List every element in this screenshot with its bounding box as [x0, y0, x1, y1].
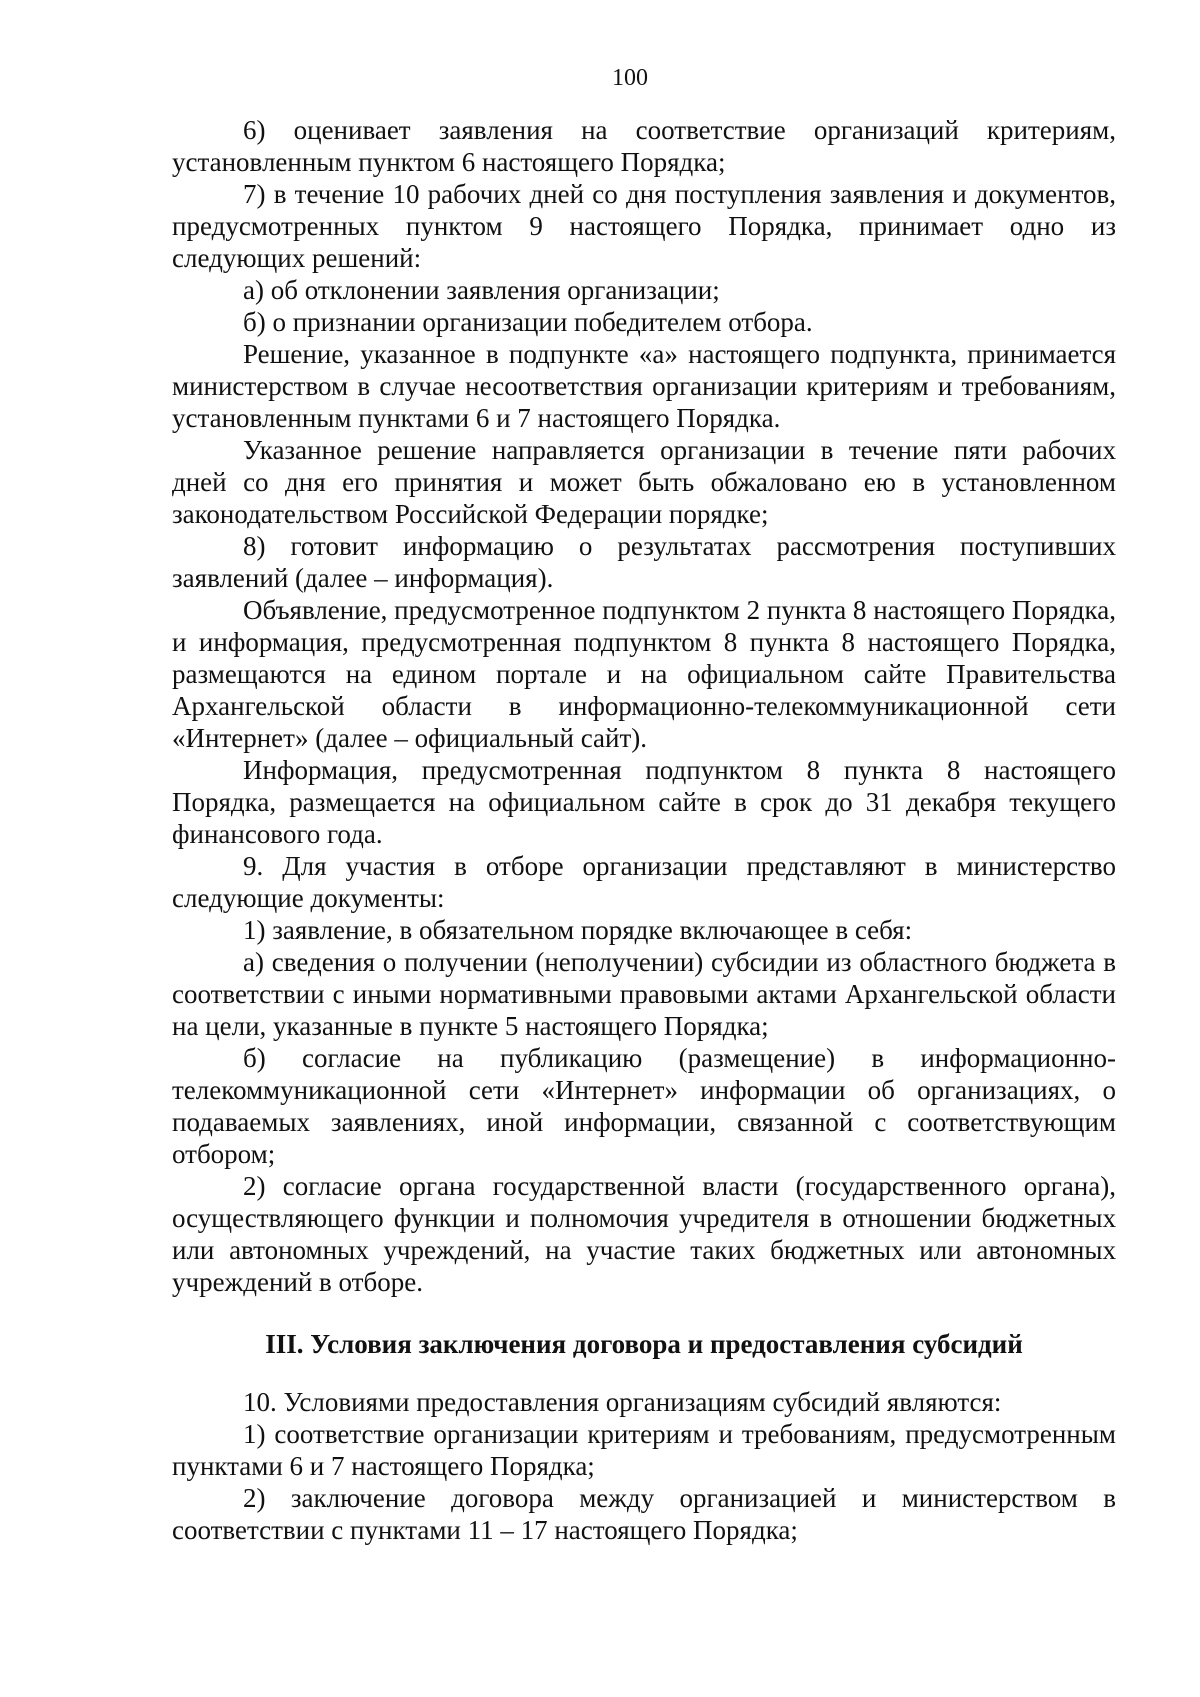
- paragraph: а) об отклонении заявления организации;: [243, 275, 720, 305]
- paragraph: б) о признании организации победителем отбора.: [243, 307, 813, 337]
- paragraph: 1) соответствие организации критериям и требованиям, предусмотренным пунктами 6 и 7 настоящего Порядка;: [172, 1419, 1116, 1481]
- paragraph: а) сведения о получении (неполучении) субсидии из областного бюджета в соответствии с иными нормативными правовыми актами Архангельской области на цели, указанные в пункте 5 настоящего Порядка;: [172, 947, 1116, 1041]
- paragraph: 1) заявление, в обязательном порядке включающее в себя:: [243, 915, 913, 945]
- paragraph: Информация, предусмотренная подпунктом 8 пункта 8 настоящего Порядка, размещается на официальном сайте в срок до 31 декабря текущего финансового года.: [172, 755, 1116, 849]
- paragraph: 2) согласие органа государственной власти (государственного органа), осуществляющего функции и полномочия учредителя в отношении бюджетных или автономных учреждений, на участие таких бюджетных или автономных учреждений в отборе.: [172, 1171, 1116, 1297]
- document-body: [172, 114, 1116, 1546]
- paragraph: 9. Для участия в отборе организации представляют в министерство следующие документы:: [172, 851, 1116, 913]
- paragraph: 7) в течение 10 рабочих дней со дня поступления заявления и документов, предусмотренных пунктом 9 настоящего Порядка, принимает одно из следующих решений:: [172, 179, 1116, 273]
- section-heading: III. Условия заключения договора и предоставления субсидий: [265, 1329, 1023, 1359]
- paragraph: 8) готовит информацию о результатах рассмотрения поступивших заявлений (далее – информация).: [172, 531, 1116, 593]
- paragraph: Указанное решение направляется организации в течение пяти рабочих дней со дня его принятия и может быть обжаловано ею в установленном законодательством Российской Федерации порядке;: [172, 435, 1116, 529]
- paragraph: 2) заключение договора между организацией и министерством в соответствии с пунктами 11 – 17 настоящего Порядка;: [172, 1483, 1116, 1545]
- paragraph: б) согласие на публикацию (размещение) в информационно-телекоммуникационной сети «Интернет» информации об организациях, о подаваемых заявлениях, иной информации, связанной с соответствующим отбором;: [172, 1043, 1116, 1169]
- paragraph: Решение, указанное в подпункте «а» настоящего подпункта, принимается министерством в случае несоответствия организации критериям и требованиям, установленным пунктами 6 и 7 настоящего Порядка.: [172, 339, 1116, 433]
- paragraph: 10. Условиями предоставления организациям субсидий являются:: [243, 1387, 1002, 1417]
- paragraph: 6) оценивает заявления на соответствие организаций критериям, установленным пунктом 6 настоящего Порядка;: [172, 115, 1116, 177]
- page-number: 100: [612, 65, 648, 91]
- paragraph: Объявление, предусмотренное подпунктом 2 пункта 8 настоящего Порядка, и информация, предусмотренная подпунктом 8 пункта 8 настоящего Порядка, размещаются на едином портале и на официальном сайте Правительства Архангельской области в информационно-телекоммуникационной сети «Интернет» (далее – официальный сайт).: [172, 595, 1116, 753]
